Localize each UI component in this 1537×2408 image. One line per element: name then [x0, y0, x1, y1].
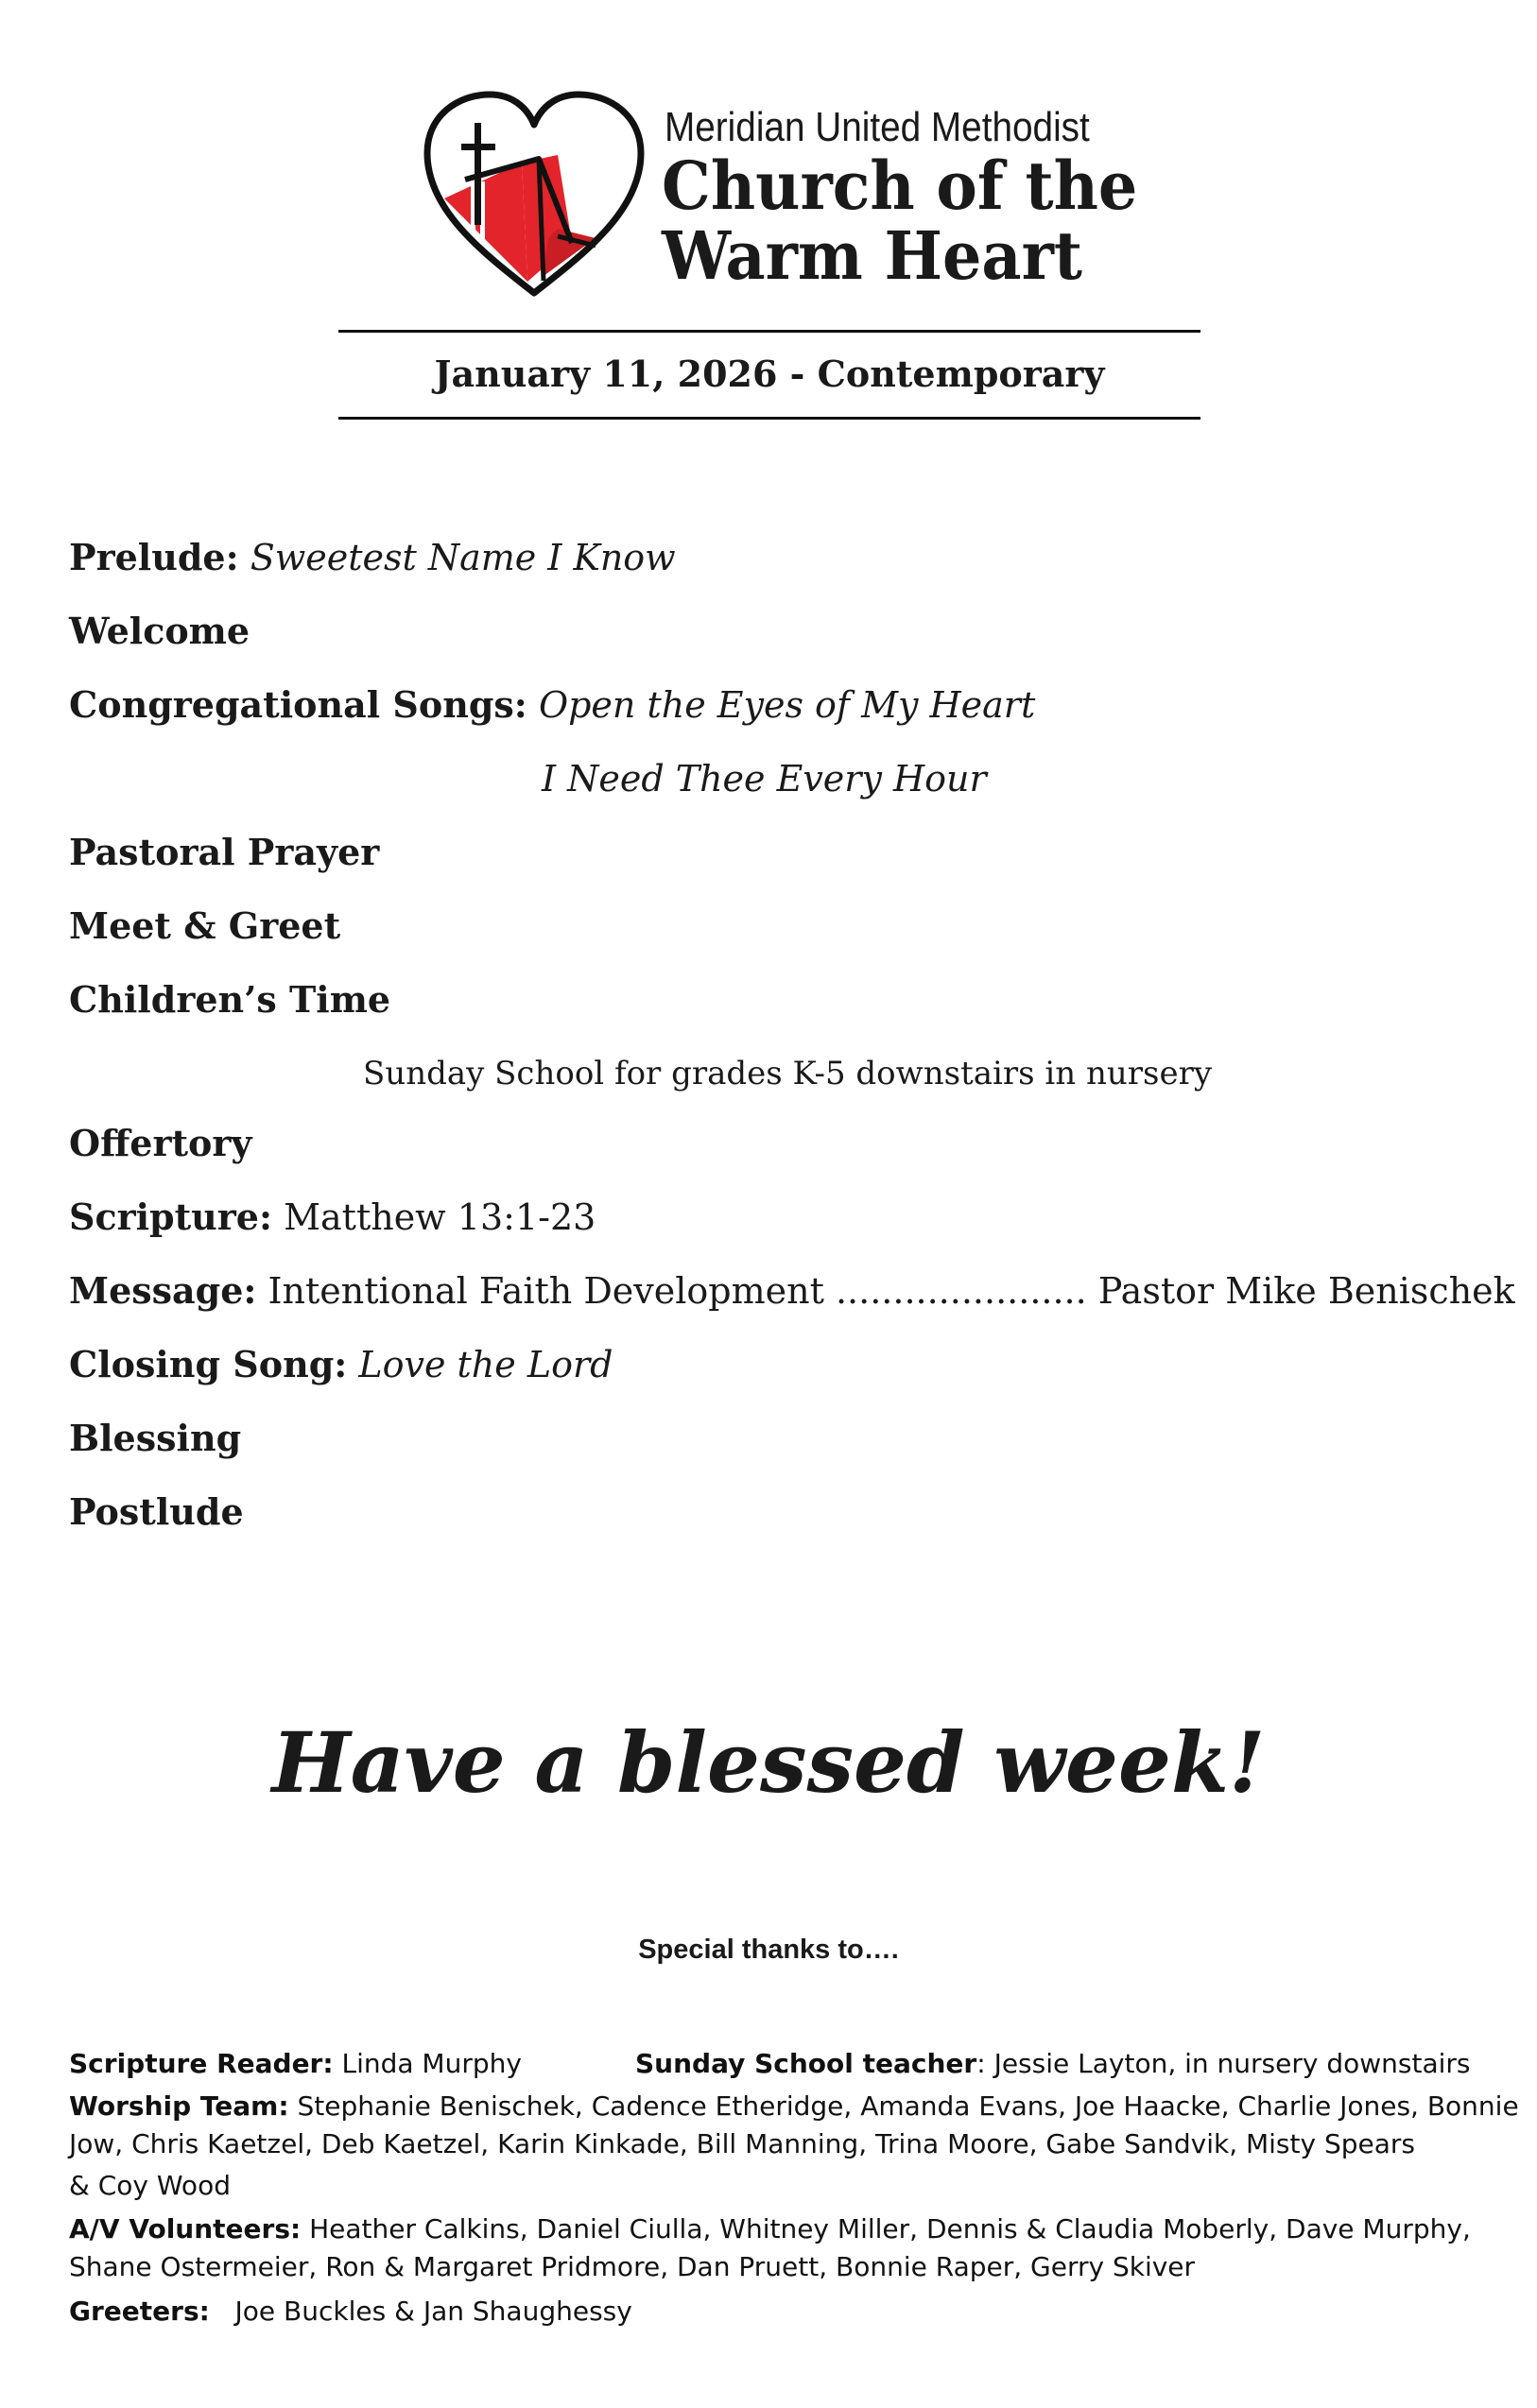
sunday-school-label: Sunday School teacher — [635, 2048, 977, 2079]
songs-label: Congregational Songs: — [69, 683, 527, 726]
greeters-names: Joe Buckles & Jan Shaughessy — [234, 2296, 632, 2327]
offertory-line — [69, 1121, 252, 1166]
worship-team-label: Worship Team: — [69, 2090, 289, 2122]
sunday-school-note: Sunday School for grades K-5 downstairs in nursery — [363, 1055, 1213, 1092]
thanks-heading: Special thanks to…. — [638, 1935, 899, 1965]
scripture-reader-label: Scripture Reader: — [69, 2048, 334, 2079]
song-2-line — [542, 756, 987, 801]
heart-cross-logo-icon — [416, 87, 652, 304]
message-label: Message: — [69, 1269, 257, 1312]
blessing-label: Blessing — [69, 1417, 242, 1459]
top-divider — [338, 330, 1200, 333]
worship-team-line-2: Jow, Chris Kaetzel, Deb Kaetzel, Karin Kinkade, Bill Manning, Trina Moore, Gabe Sandvik, Misty Spears — [69, 2128, 1415, 2159]
scripture-ref: Matthew 13:1-23 — [284, 1196, 596, 1238]
av-volunteers-credit — [69, 2210, 1471, 2249]
song-1: Open the Eyes of My Heart — [538, 684, 1036, 726]
scripture-line — [69, 1195, 596, 1240]
av-volunteers-line-1: Heather Calkins, Daniel Ciulla, Whitney Miller, Dennis & Claudia Moberly, Dave Murphy, — [309, 2213, 1471, 2245]
prelude-title: Sweetest Name I Know — [250, 537, 676, 578]
service-date: January 11, 2026 - Contemporary — [434, 353, 1105, 395]
church-name-line-1: Church of the — [662, 146, 1138, 225]
church-org-line: Meridian United Methodist — [665, 104, 1090, 150]
closing-wish: Have a blessed week! — [271, 1713, 1266, 1812]
offertory-label: Offertory — [69, 1122, 252, 1164]
song-2: I Need Thee Every Hour — [542, 758, 987, 800]
closing-song-line — [69, 1342, 613, 1387]
greeters-label: Greeters: — [69, 2296, 210, 2327]
closing-song-label: Closing Song: — [69, 1343, 348, 1385]
songs-line — [69, 682, 1035, 728]
pastoral-prayer-label: Pastoral Prayer — [69, 831, 380, 873]
worship-team-line-1: Stephanie Benischek, Cadence Etheridge, Amanda Evans, Joe Haacke, Charlie Jones, Bonnie — [297, 2090, 1519, 2122]
av-volunteers-line-2: Shane Ostermeier, Ron & Margaret Pridmore, Dan Pruett, Bonnie Raper, Gerry Skiver — [69, 2251, 1196, 2282]
worship-team-credit — [69, 2087, 1519, 2126]
scripture-reader-name: Linda Murphy — [341, 2048, 522, 2079]
postlude-line — [69, 1489, 244, 1535]
sunday-school-credit — [635, 2044, 1471, 2084]
scripture-label: Scripture: — [69, 1195, 273, 1238]
meet-greet-line — [69, 903, 340, 949]
church-name-line-2: Warm Heart — [662, 216, 1082, 295]
meet-greet-label: Meet & Greet — [69, 904, 341, 947]
worship-team-line-3: & Coy Wood — [69, 2170, 231, 2201]
message-leader-dots: ...................... — [835, 1270, 1087, 1312]
prelude-label: Prelude: — [69, 536, 239, 578]
av-volunteers-label: A/V Volunteers: — [69, 2213, 302, 2245]
blessing-line — [69, 1416, 241, 1461]
pastoral-prayer-line — [69, 830, 379, 875]
bottom-divider — [338, 417, 1200, 420]
message-title: Intentional Faith Development — [268, 1270, 824, 1312]
welcome-line — [69, 609, 250, 654]
scripture-reader-credit — [69, 2044, 522, 2084]
childrens-time-label: Children’s Time — [69, 978, 391, 1021]
prelude-line — [69, 535, 676, 580]
closing-song-title: Love the Lord — [358, 1344, 613, 1385]
postlude-label: Postlude — [69, 1490, 244, 1533]
greeters-credit — [69, 2292, 632, 2331]
message-line — [69, 1268, 1515, 1314]
childrens-time-line — [69, 977, 390, 1023]
sunday-school-teacher: : Jessie Layton, in nursery downstairs — [976, 2048, 1471, 2079]
welcome-label: Welcome — [69, 610, 250, 652]
message-speaker: Pastor Mike Benischek — [1097, 1270, 1515, 1312]
